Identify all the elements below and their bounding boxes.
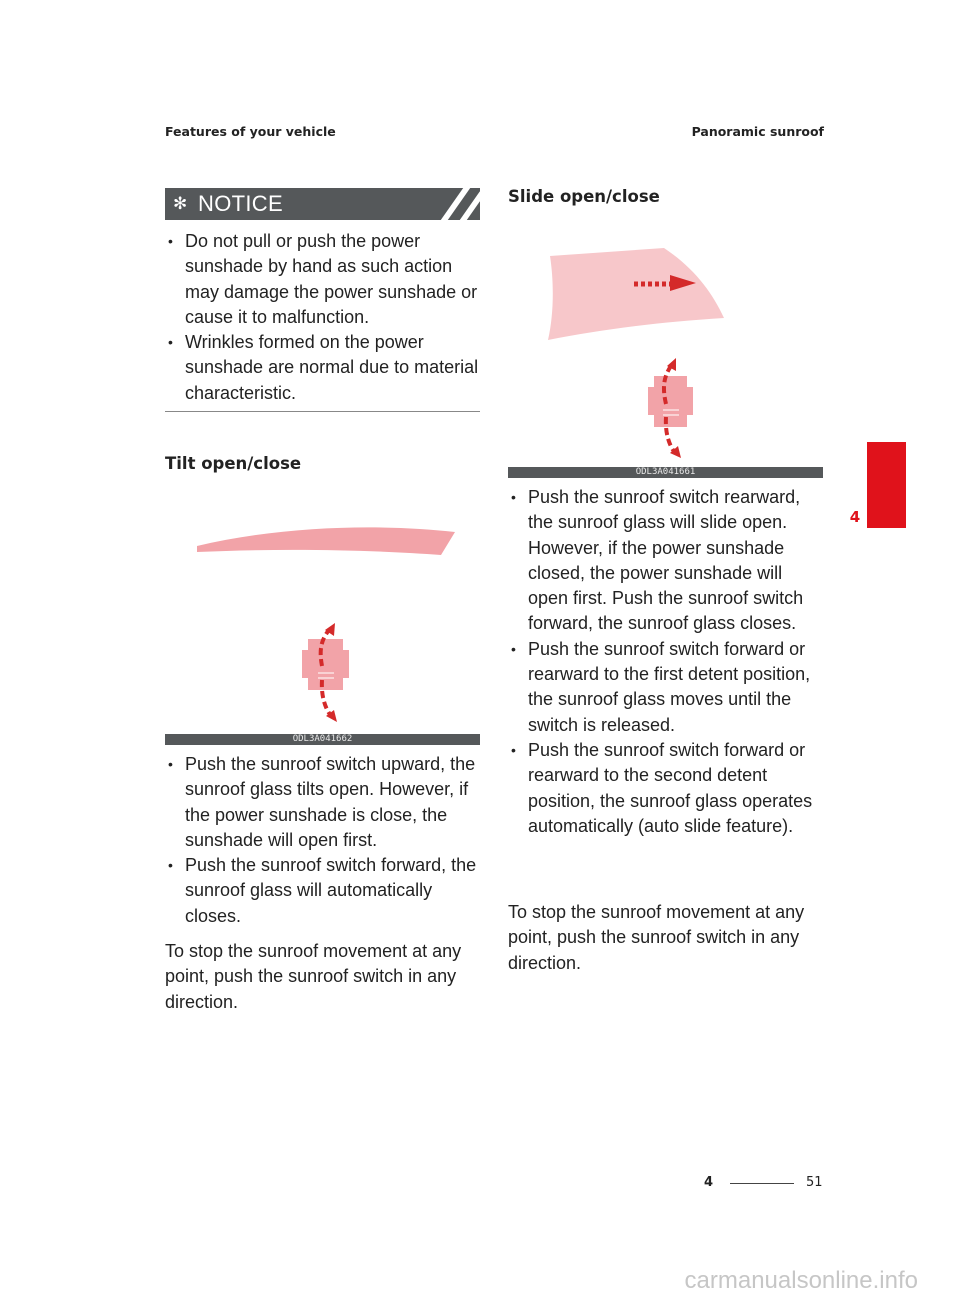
footer-chapter-number: 4 bbox=[704, 1175, 714, 1190]
arrowhead-down bbox=[326, 710, 337, 722]
running-header-left: Features of your vehicle bbox=[165, 124, 336, 139]
notice-item: • Do not pull or push the power sunshade by hand as such action may damage the power sunshade or cause it to malfunction. bbox=[165, 229, 483, 330]
slide-note: To stop the sunroof movement at any point, push the sunroof switch in any direction. bbox=[508, 902, 805, 973]
sunroof-glass-tilted bbox=[197, 527, 455, 555]
tilt-figure-caption: ODL3A041662 bbox=[165, 734, 480, 745]
slide-figure-caption: ODL3A041661 bbox=[508, 467, 823, 478]
tilt-heading: Tilt open/close bbox=[165, 454, 302, 473]
slide-illustration bbox=[508, 212, 823, 468]
notice-divider bbox=[165, 411, 480, 412]
sunroof-glass-sliding bbox=[548, 248, 724, 340]
notice-list bbox=[165, 229, 483, 406]
tilt-list bbox=[165, 752, 483, 929]
tilt-note: To stop the sunroof movement at any point, push the sunroof switch in any direction. bbox=[165, 941, 462, 1012]
slide-heading: Slide open/close bbox=[508, 187, 660, 206]
notice-item: • Wrinkles formed on the power sunshade are normal due to material characteristic. bbox=[165, 330, 483, 406]
tilt-item: • Push the sunroof switch upward, the sunroof glass tilts open. However, if the power sunshade is close, the sunshade will open first. bbox=[165, 752, 483, 853]
notice-title: NOTICE bbox=[198, 191, 283, 216]
arrowhead-down bbox=[670, 446, 681, 458]
slide-list bbox=[508, 485, 826, 839]
switch-shoulder bbox=[648, 387, 654, 415]
switch-shoulder bbox=[343, 650, 349, 678]
watermark: carmanualsonline.info bbox=[684, 1267, 918, 1294]
slide-item: • Push the sunroof switch forward or rearward to the second detent position, the sunroof glass operates automatically (auto slide feature). bbox=[508, 738, 826, 839]
slide-item: • Push the sunroof switch rearward, the sunroof glass will slide open. However, if the power sunshade closed, the power sunshade will open first. Push the sunroof switch forward, the sunroof glass closes. bbox=[508, 485, 826, 637]
notice-banner bbox=[165, 188, 480, 220]
switch-shoulder bbox=[302, 650, 308, 678]
chapter-tab bbox=[867, 442, 906, 528]
switch-shoulder bbox=[687, 387, 693, 415]
slide-item: • Push the sunroof switch forward or rearward to the first detent position, the sunroof glass moves until the switch is released. bbox=[508, 637, 826, 738]
footer-divider bbox=[730, 1183, 794, 1184]
sunroof-switch bbox=[308, 639, 343, 690]
sunroof-switch bbox=[654, 376, 687, 427]
running-header-right: Panoramic sunroof bbox=[691, 124, 824, 139]
tilt-item: • Push the sunroof switch forward, the sunroof glass will automatically closes. bbox=[165, 853, 483, 929]
chapter-tab-number: 4 bbox=[849, 508, 861, 526]
asterisk-icon: ✻ bbox=[173, 194, 188, 214]
tilt-illustration bbox=[165, 480, 480, 736]
footer-page-number: 51 bbox=[806, 1175, 823, 1190]
